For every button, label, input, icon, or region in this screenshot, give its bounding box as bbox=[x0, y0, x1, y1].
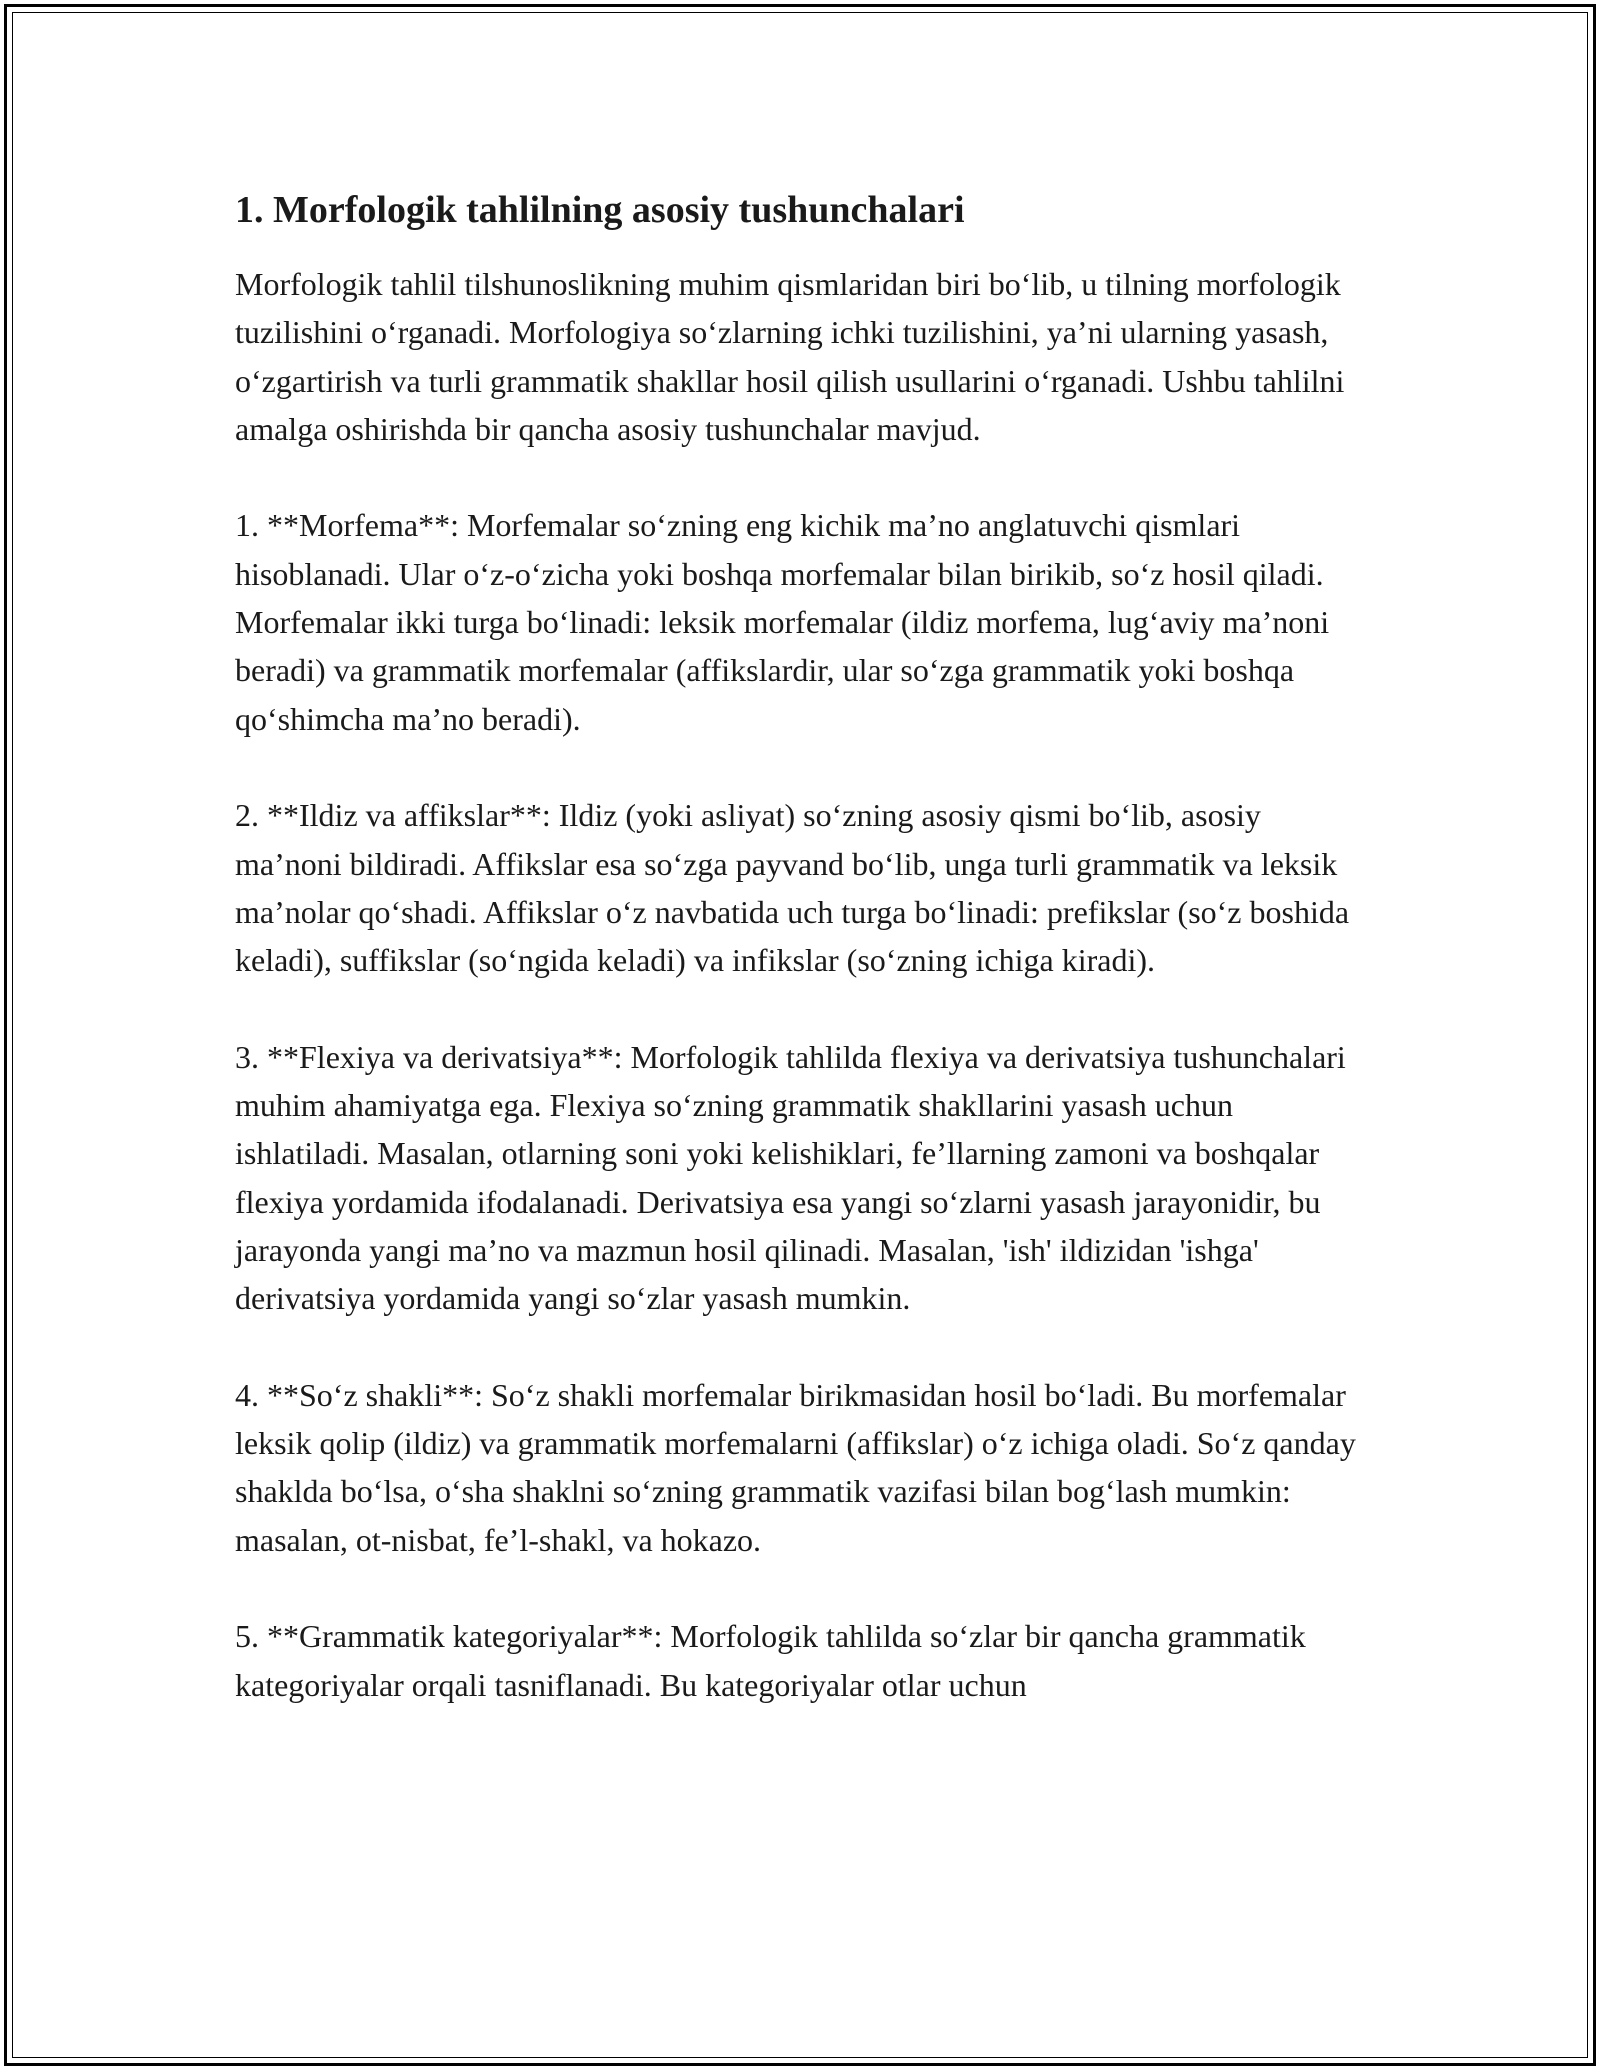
paragraph-flexiya-derivatsiya: 3. **Flexiya va derivatsiya**: Morfologik tahlilda flexiya va derivatsiya tushunchalari muhim ahamiyatga ega. Flexiya so‘zning grammatik shakllarini yasash uchun ishlatiladi. Masalan, otlarning soni yoki kelishiklari, fe’llarning zamoni va boshqalar flexiya yordamida ifodalanadi. Derivatsiya esa yangi so‘zlarni yasash jarayonidir, bu jarayonda yangi ma’no va mazmun hosil qilinadi. Masalan, 'ish' ildizidan 'ishga' derivatsiya yordamida yangi so‘zlar yasash mumkin. bbox=[235, 1038, 1346, 1317]
paragraph-grammatik-kategoriyalar: 5. **Grammatik kategoriyalar**: Morfologik tahlilda so‘zlar bir qancha grammatik kategoriyalar orqali tasniflanadi. Bu kategoriyalar otlar uchun bbox=[235, 1618, 1306, 1703]
document-body bbox=[235, 186, 1365, 1709]
paragraph-soz-shakli: 4. **So‘z shakli**: So‘z shakli morfemalar birikmasidan hosil bo‘ladi. Bu morfemalar leksik qolip (ildiz) va grammatik morfemalarni (affikslar) o‘z ichiga oladi. So‘z qanday shaklda bo‘lsa, o‘sha shaklni so‘zning grammatik vazifasi bilan bog‘lash mumkin: masalan, ot-nisbat, fe’l-shakl, va hokazo. bbox=[235, 1376, 1356, 1558]
section-heading: 1. Morfologik tahlilning asosiy tushunchalari bbox=[235, 189, 965, 231]
paragraph-morfema: 1. **Morfema**: Morfemalar so‘zning eng kichik ma’no anglatuvchi qismlari hisoblanadi. Ular o‘z-o‘zicha yoki boshqa morfemalar bilan birikib, so‘z hosil qiladi. Morfemalar ikki turga bo‘linadi: leksik morfemalar (ildiz morfema, lug‘aviy ma’noni beradi) va grammatik morfemalar (affikslardir, ular so‘zga grammatik yoki boshqa qo‘shimcha ma’no beradi). bbox=[235, 507, 1330, 737]
intro-paragraph: Morfologik tahlil tilshunoslikning muhim qismlaridan biri bo‘lib, u tilning morfologik tuzilishini o‘rganadi. Morfologiya so‘zlarning ichki tuzilishini, ya’ni ularning yasash, o‘zgartirish va turli grammatik shakllar hosil qilish usullarini o‘rganadi. Ushbu tahlilni amalga oshirishda bir qancha asosiy tushunchalar mavjud. bbox=[235, 266, 1345, 447]
paragraph-ildiz-affikslar: 2. **Ildiz va affikslar**: Ildiz (yoki asliyat) so‘zning asosiy qismi bo‘lib, asosiy ma’noni bildiradi. Affikslar esa so‘zga payvand bo‘lib, unga turli grammatik va leksik ma’nolar qo‘shadi. Affikslar o‘z navbatida uch turga bo‘linadi: prefikslar (so‘z boshida keladi), suffikslar (so‘ngida keladi) va infikslar (so‘zning ichiga kiradi). bbox=[235, 797, 1350, 979]
